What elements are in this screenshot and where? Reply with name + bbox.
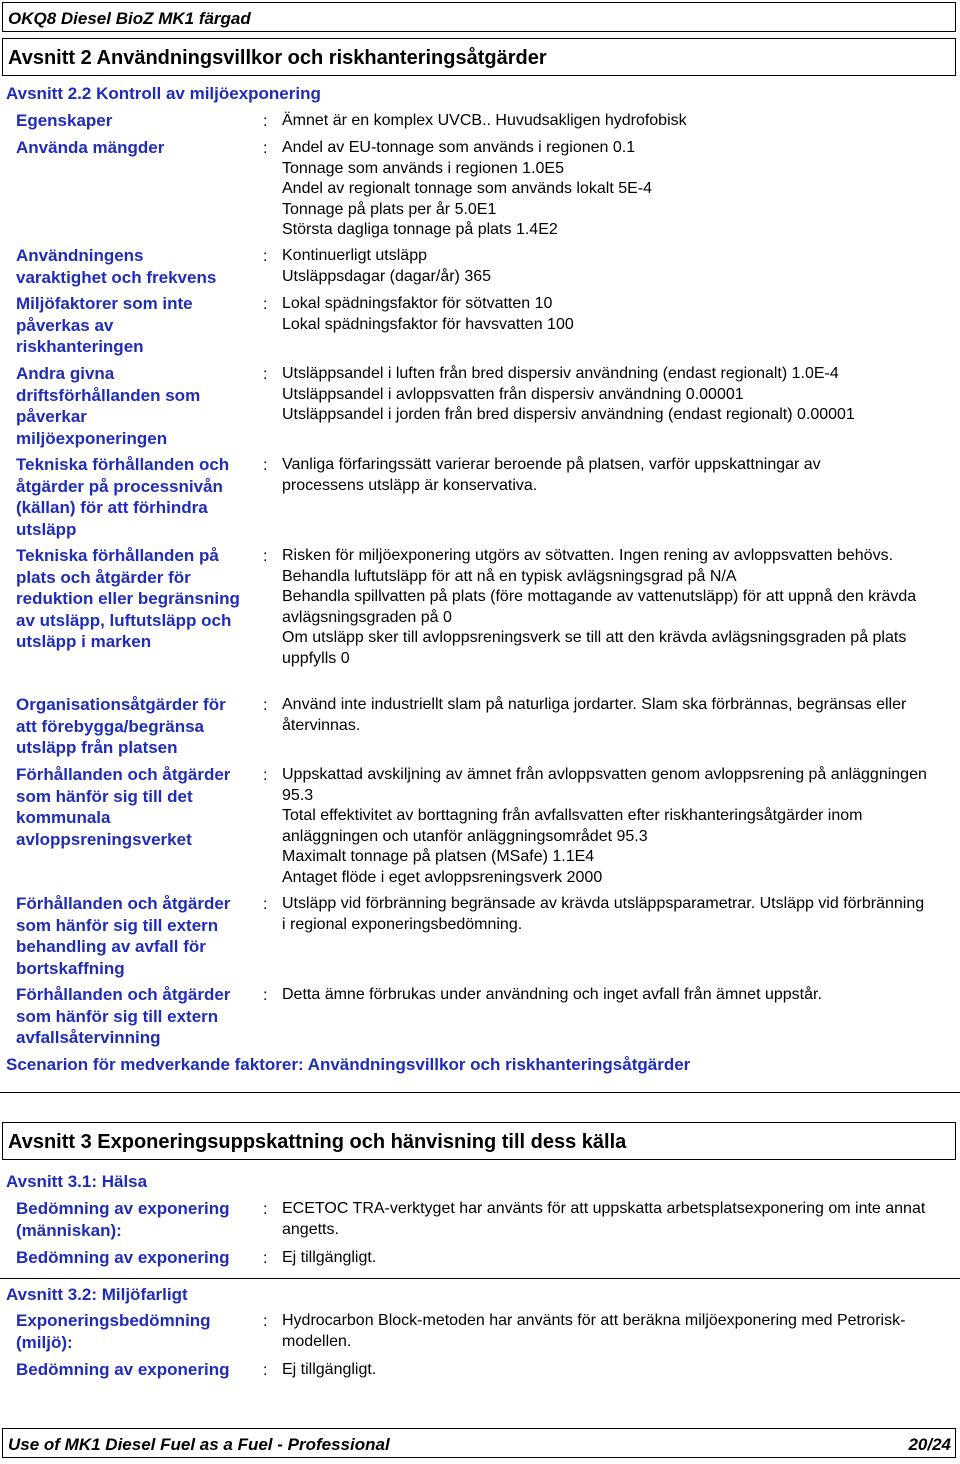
row-label-anvanda-mangder: Använda mängder (16, 138, 165, 157)
row-value-miljofaktorer (282, 294, 952, 335)
row-value-bedomning-exponering-2 (282, 1360, 952, 1381)
value-line: Behandla luftutsläpp för att nå en typisk avlägsningsgrad på N/A (282, 567, 737, 585)
value-line: Utsläpp vid förbränning begränsade av krävda utsläppsparametrar. Utsläpp vid förbränning i regional exponeringsbedömning. (282, 895, 925, 933)
row-label-driftsforhallanden: Andra givna driftsförhållanden som påverkar miljöexponeringen (16, 364, 201, 448)
value-line: Antaget flöde i eget avloppsreningsverk 2000 (282, 868, 603, 886)
section-2-title: Avsnitt 2 Användningsvillkor och riskhanteringsåtgärder (8, 47, 547, 69)
document-header (2, 2, 956, 32)
row-value-kommunala-avloppsreningsverket (282, 765, 952, 889)
row-label-bedomning-exponering-2: Bedömning av exponering (16, 1360, 230, 1379)
colon: : (263, 987, 268, 1004)
row-label-extern-avfallsatervinning: Förhållanden och åtgärder som hänför sig till extern avfallsåtervinning (16, 985, 231, 1047)
value-line: Behandla spillvatten på plats (före mottagande av vattenutsläpp) för att uppnå den krävda avlägsningsgraden på 0 (282, 588, 917, 626)
row-value-extern-avfallsatervinning (282, 985, 952, 1006)
value-line: Tonnage som används i regionen 1.0E5 (282, 159, 564, 177)
colon: : (263, 697, 268, 714)
row-label-bedomning-manniskan: Bedömning av exponering (människan): (16, 1199, 230, 1240)
colon: : (263, 1313, 268, 1330)
value-line: Total effektivitet av borttagning från avfallsvatten efter riskhanteringsåtgärder inom anläggningen och utanför anläggningsområdet 95.3 (282, 807, 863, 845)
section-divider (0, 1092, 960, 1093)
row-value-extern-behandling (282, 894, 927, 935)
section-3-title: Avsnitt 3 Exponeringsuppskattning och hänvisning till dess källa (8, 1131, 627, 1153)
footer-title: Use of MK1 Diesel Fuel as a Fuel - Professional (8, 1435, 390, 1454)
row-label-varaktighet: Användningens varaktighet och frekvens (16, 246, 217, 287)
row-value-bedomning-exponering-1 (282, 1248, 952, 1269)
row-label-bedomning-exponering-1: Bedömning av exponering (16, 1248, 230, 1267)
row-label-egenskaper: Egenskaper (16, 111, 113, 130)
row-value-varaktighet (282, 246, 952, 287)
value-line: Största dagliga tonnage på plats 1.4E2 (282, 221, 558, 239)
section-3-header (2, 1122, 956, 1160)
row-value-driftsforhallanden (282, 364, 952, 426)
value-line: Utsläppsandel i luften från bred dispersiv användning (endast regionalt) 1.0E-4 (282, 365, 839, 382)
colon: : (263, 296, 268, 313)
value-line: Ämnet är en komplex UVCB.. Huvudsakligen hydrofobisk (282, 112, 687, 129)
value-line: Maximalt tonnage på platsen (MSafe) 1.1E4 (282, 848, 595, 866)
subsection-2-2-title: Avsnitt 2.2 Kontroll av miljöexponering (6, 84, 321, 103)
row-value-organisationsatgarder (282, 695, 952, 736)
colon: : (263, 767, 268, 784)
value-line: Utsläppsandel i avloppsvatten från dispersiv användning 0.00001 (282, 385, 744, 403)
section-2-header (2, 38, 956, 76)
row-label-miljofaktorer: Miljöfaktorer som inte påverkas av riskhanteringen (16, 294, 193, 356)
colon: : (263, 548, 268, 565)
value-line: Uppskattad avskiljning av ämnet från avloppsvatten genom avloppsrening på anläggningen 95.3 (282, 766, 927, 804)
colon: : (263, 896, 268, 913)
scenario-heading: Scenarion för medverkande faktorer: Användningsvillkor och riskhanteringsåtgärder (6, 1055, 691, 1074)
row-label-extern-behandling: Förhållanden och åtgärder som hänför sig till extern behandling av avfall för bortskaffning (16, 894, 231, 978)
value-line: Tonnage på plats per år 5.0E1 (282, 200, 497, 218)
page-number: 20/24 (908, 1435, 951, 1454)
value-line: Lokal spädningsfaktor för havsvatten 100 (282, 315, 574, 333)
colon: : (263, 1250, 268, 1267)
value-line: Detta ämne förbrukas under användning och inget avfall från ämnet uppstår. (282, 986, 822, 1003)
colon: : (263, 1201, 268, 1218)
value-line: Använd inte industriellt slam på naturliga jordarter. Slam ska förbrännas, begränsas eller återvinnas. (282, 696, 907, 734)
colon: : (263, 248, 268, 265)
colon: : (263, 366, 268, 383)
row-label-exponeringsbedomning-miljo: Exponeringsbedömning (miljö): (16, 1311, 211, 1352)
document-footer (2, 1428, 956, 1458)
value-line: Vanliga förfaringssätt varierar beroende på platsen, varför uppskattningar av processens utsläpp är konservativa. (282, 456, 821, 494)
row-label-processniva: Tekniska förhållanden och åtgärder på processnivån (källan) för att förhindra utsläpp (16, 455, 230, 539)
value-line: Andel av regionalt tonnage som används lokalt 5E-4 (282, 180, 653, 198)
row-value-tekniska-plats (282, 546, 947, 670)
value-line: Ej tillgängligt. (282, 1361, 377, 1378)
value-line: Risken för miljöexponering utgörs av sötvatten. Ingen rening av avloppsvatten behövs. (282, 547, 894, 564)
row-value-anvanda-mangder (282, 138, 952, 241)
row-label-tekniska-plats: Tekniska förhållanden på plats och åtgärder för reduktion eller begränsning av utsläpp, luftutsläpp och utsläpp i marken (16, 546, 240, 651)
value-line: Andel av EU-tonnage som används i regionen 0.1 (282, 139, 636, 156)
value-line: Lokal spädningsfaktor för sötvatten 10 (282, 295, 553, 312)
value-line: Utsläppsdagar (dagar/år) 365 (282, 267, 492, 285)
colon: : (263, 140, 268, 157)
subsection-divider (0, 1278, 960, 1279)
value-line: Hydrocarbon Block-metoden har använts för att beräkna miljöexponering med Petrorisk-modellen. (282, 1312, 906, 1350)
colon: : (263, 1362, 268, 1379)
value-line: Ej tillgängligt. (282, 1249, 377, 1266)
row-value-processniva (282, 455, 902, 496)
row-label-kommunala-avloppsreningsverket: Förhållanden och åtgärder som hänför sig till det kommunala avloppsreningsverket (16, 765, 231, 849)
product-name: OKQ8 Diesel BioZ MK1 färgad (8, 9, 251, 28)
colon: : (263, 113, 268, 130)
subsection-3-1-title: Avsnitt 3.1: Hälsa (6, 1172, 148, 1191)
value-line: Kontinuerligt utsläpp (282, 247, 427, 264)
value-line: Utsläppsandel i jorden från bred dispersiv användning (endast regionalt) 0.00001 (282, 406, 855, 424)
value-line: Om utsläpp sker till avloppsreningsverk se till att den krävda avlägsningsgraden på plats uppfylls 0 (282, 629, 907, 667)
row-value-exponeringsbedomning-miljo (282, 1311, 932, 1352)
colon: : (263, 457, 268, 474)
value-line: ECETOC TRA-verktyget har använts för att uppskatta arbetsplatsexponering om inte annat angetts. (282, 1200, 926, 1238)
row-label-organisationsatgarder: Organisationsåtgärder för att förebygga/begränsa utsläpp från platsen (16, 695, 226, 757)
row-value-egenskaper (282, 111, 952, 132)
row-value-bedomning-manniskan (282, 1199, 932, 1240)
subsection-3-2-title: Avsnitt 3.2: Miljöfarligt (6, 1285, 188, 1304)
